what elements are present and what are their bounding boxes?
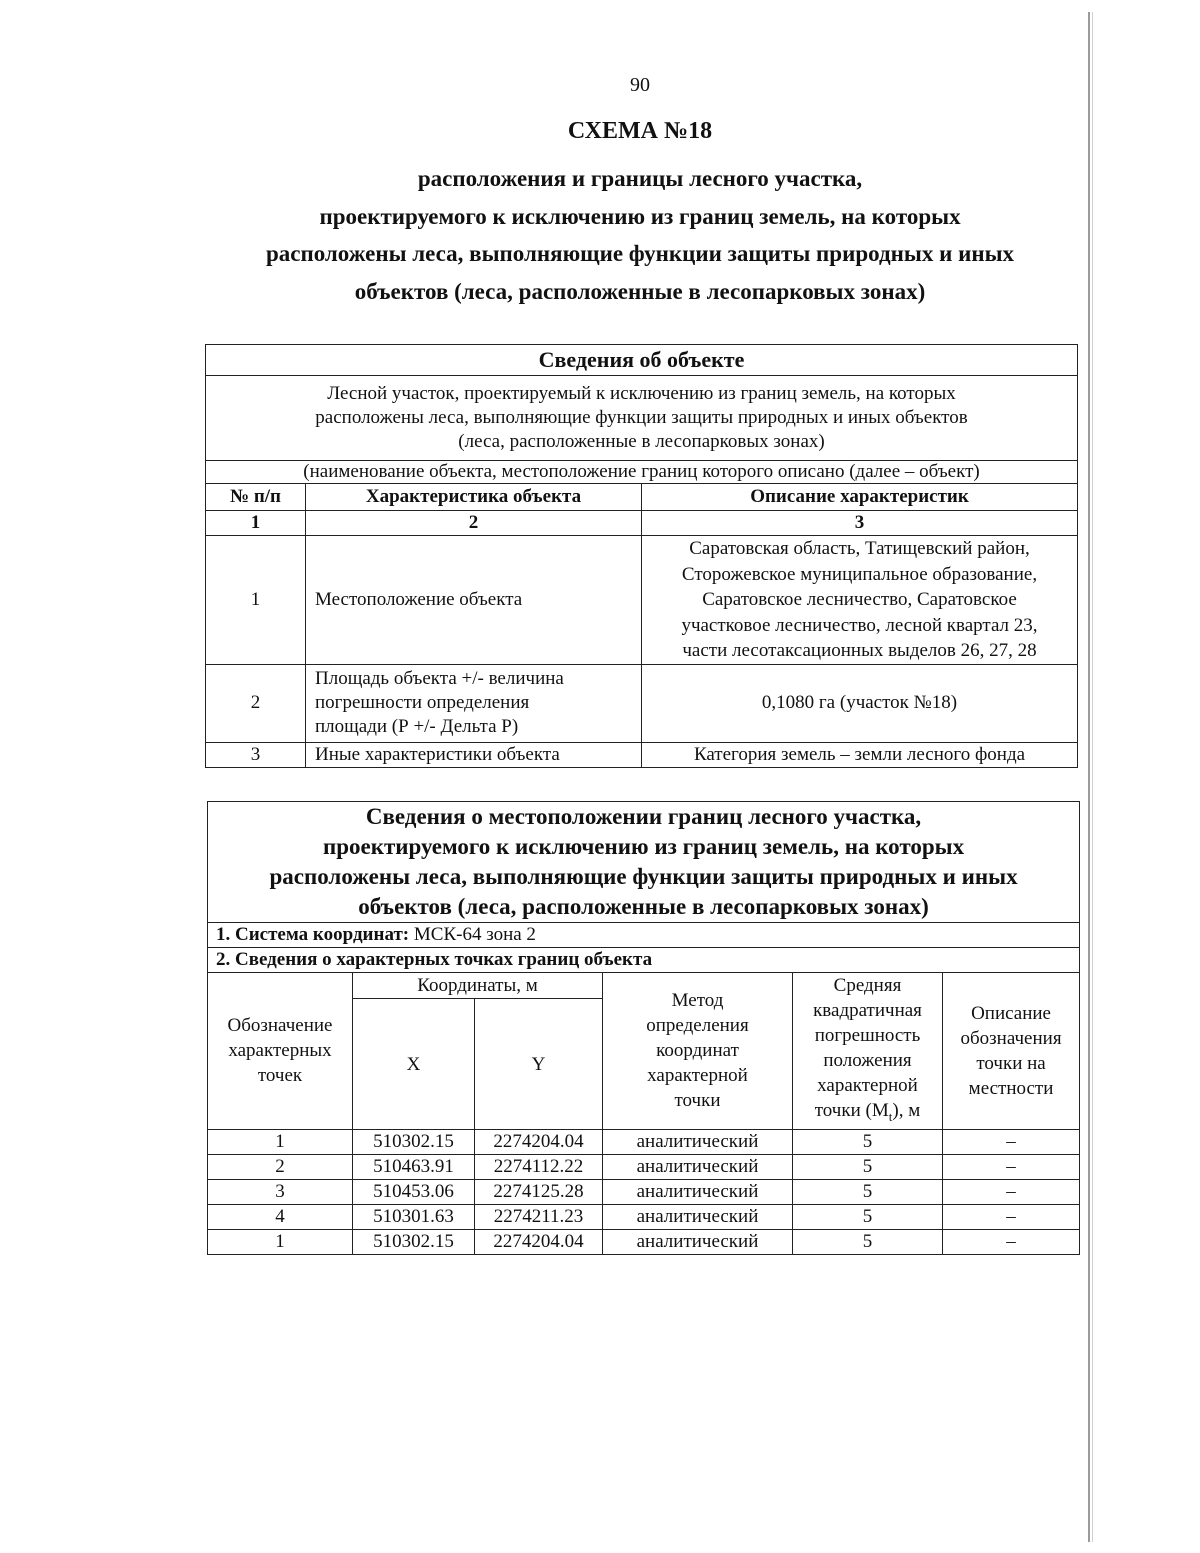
header-line: положения [823, 1050, 912, 1071]
point-x: 510302.15 [353, 1129, 475, 1154]
column-header-number: № п/п [206, 484, 306, 511]
points-section-title [208, 948, 1080, 973]
point-y: 2274112.22 [475, 1154, 603, 1179]
header-line: координат [656, 1040, 739, 1062]
table-row [208, 1179, 1080, 1204]
subtitle-line: объектов (леса, расположенные в лесопарковых зонах) [354, 278, 926, 304]
row-description-line: Саратовская область, Татищевский район, [689, 538, 1030, 559]
point-method: аналитический [603, 1229, 793, 1254]
column-number: 2 [306, 511, 642, 536]
point-error: 5 [793, 1154, 943, 1179]
point-x: 510453.06 [353, 1179, 475, 1204]
boundary-header-line: объектов (леса, расположенные в лесопарковых зонах) [358, 894, 929, 919]
boundary-header-line: проектируемого к исключению из границ земель, на которых [322, 834, 965, 859]
column-header-x: X [353, 999, 475, 1129]
header-line: характерной [817, 1075, 918, 1096]
point-marking: – [943, 1204, 1080, 1229]
point-method: аналитический [603, 1179, 793, 1204]
row-characteristic-line: Площадь объекта +/- величина [315, 668, 564, 689]
point-x: 510302.15 [353, 1229, 475, 1254]
column-header-characteristic: Характеристика объекта [306, 484, 642, 511]
subtitle-line: проектируемого к исключению из границ земель, на которых [319, 203, 961, 229]
point-id: 3 [208, 1179, 353, 1204]
row-number: 2 [206, 664, 306, 742]
object-info-header: Сведения об объекте [206, 345, 1078, 376]
subtitle-line: расположения и границы лесного участка, [417, 166, 863, 191]
table-row [208, 1154, 1080, 1179]
header-text: ), м [892, 1100, 921, 1121]
column-header-designation [208, 973, 353, 1130]
row-description: 0,1080 га (участок №18) [642, 664, 1078, 742]
subtitle-line: расположены леса, выполняющие функции защиты природных и иных [265, 241, 1015, 266]
boundary-header-line: расположены леса, выполняющие функции защиты природных и иных [269, 864, 1018, 889]
row-number: 1 [206, 536, 306, 665]
header-line: характерных [228, 1040, 332, 1062]
row-description-line: Сторожевское муниципальное образование, [681, 563, 1038, 585]
header-text: точки (M [814, 1100, 889, 1121]
header-line: Описание [971, 1002, 1051, 1024]
point-marking: – [943, 1229, 1080, 1254]
point-id: 2 [208, 1154, 353, 1179]
points-section-label: 2. Сведения о характерных точках границ объекта [216, 949, 653, 970]
header-line: Средняя [833, 975, 902, 996]
column-header-method [603, 973, 793, 1130]
point-marking: – [943, 1129, 1080, 1154]
table-row [206, 664, 1078, 742]
document-subtitle [180, 160, 1100, 310]
header-line [797, 1098, 938, 1129]
object-description-line: Лесной участок, проектируемый к исключению из границ земель, на которых [327, 383, 956, 404]
header-line: погрешность [814, 1025, 921, 1046]
object-description-line: расположены леса, выполняющие функции защиты природных и иных объектов [315, 407, 968, 428]
point-y: 2274204.04 [475, 1129, 603, 1154]
object-description-line: (леса, расположенные в лесопарковых зонах) [458, 431, 825, 452]
table-row [208, 1229, 1080, 1254]
object-description-note: (наименование объекта, местоположение границ которого описано (далее – объект) [206, 461, 1078, 484]
row-description-line: участковое лесничество, лесной квартал 23, [681, 614, 1038, 636]
row-characteristic-line: погрешности определения [315, 692, 530, 713]
table-row [208, 1129, 1080, 1154]
boundary-header-line: Сведения о местоположении границ лесного участка, [365, 804, 922, 829]
document-title: СХЕМА №18 [567, 118, 713, 144]
row-number: 3 [206, 742, 306, 767]
header-subscript: t [888, 1108, 893, 1124]
point-error: 5 [793, 1129, 943, 1154]
table-row [206, 742, 1078, 767]
column-header-marking [943, 973, 1080, 1130]
point-method: аналитический [603, 1154, 793, 1179]
header-line: определения [646, 1015, 749, 1037]
object-description [206, 376, 1078, 461]
coordinate-system-value: МСК-64 зона 2 [413, 924, 536, 945]
point-method: аналитический [603, 1204, 793, 1229]
header-line: квадратичная [813, 1000, 922, 1021]
header-line: Метод [671, 990, 724, 1012]
row-description-line: Саратовское лесничество, Саратовское [702, 589, 1017, 610]
point-y: 2274204.04 [475, 1229, 603, 1254]
point-error: 5 [793, 1229, 943, 1254]
row-description: Категория земель – земли лесного фонда [642, 742, 1078, 767]
header-line: точек [257, 1065, 303, 1087]
column-number: 1 [206, 511, 306, 536]
point-id: 4 [208, 1204, 353, 1229]
header-line: точки на [976, 1052, 1046, 1074]
row-characteristic [306, 664, 642, 742]
point-x: 510301.63 [353, 1204, 475, 1229]
row-characteristic-line: площади (Р +/- Дельта Р) [315, 716, 519, 737]
boundary-info-table [207, 801, 1080, 1255]
coordinate-system [208, 923, 1080, 948]
point-marking: – [943, 1179, 1080, 1204]
row-characteristic: Местоположение объекта [306, 536, 642, 665]
column-header-y: Y [475, 999, 603, 1129]
header-line: точки [674, 1090, 721, 1112]
page-number: 90 [630, 74, 650, 96]
header-line: местности [968, 1077, 1054, 1099]
column-header-coordinates: Координаты, м [353, 973, 603, 999]
header-line: Обозначение [227, 1015, 333, 1037]
row-characteristic: Иные характеристики объекта [306, 742, 642, 767]
point-id: 1 [208, 1229, 353, 1254]
point-y: 2274125.28 [475, 1179, 603, 1204]
point-x: 510463.91 [353, 1154, 475, 1179]
point-error: 5 [793, 1179, 943, 1204]
header-line: обозначения [960, 1027, 1062, 1049]
coordinate-system-label: 1. Система координат: [216, 924, 410, 945]
table-row [208, 1204, 1080, 1229]
column-header-error [793, 973, 943, 1130]
point-error: 5 [793, 1204, 943, 1229]
point-y: 2274211.23 [475, 1204, 603, 1229]
point-id: 1 [208, 1129, 353, 1154]
row-description-line: части лесотаксационных выделов 26, 27, 28 [682, 640, 1037, 661]
column-number: 3 [642, 511, 1078, 536]
column-header-description: Описание характеристик [642, 484, 1078, 511]
object-info-table [205, 344, 1078, 768]
header-line: характерной [647, 1065, 748, 1087]
point-marking: – [943, 1154, 1080, 1179]
boundary-info-header [208, 802, 1080, 923]
row-description [642, 536, 1078, 665]
table-row [206, 536, 1078, 665]
point-method: аналитический [603, 1129, 793, 1154]
